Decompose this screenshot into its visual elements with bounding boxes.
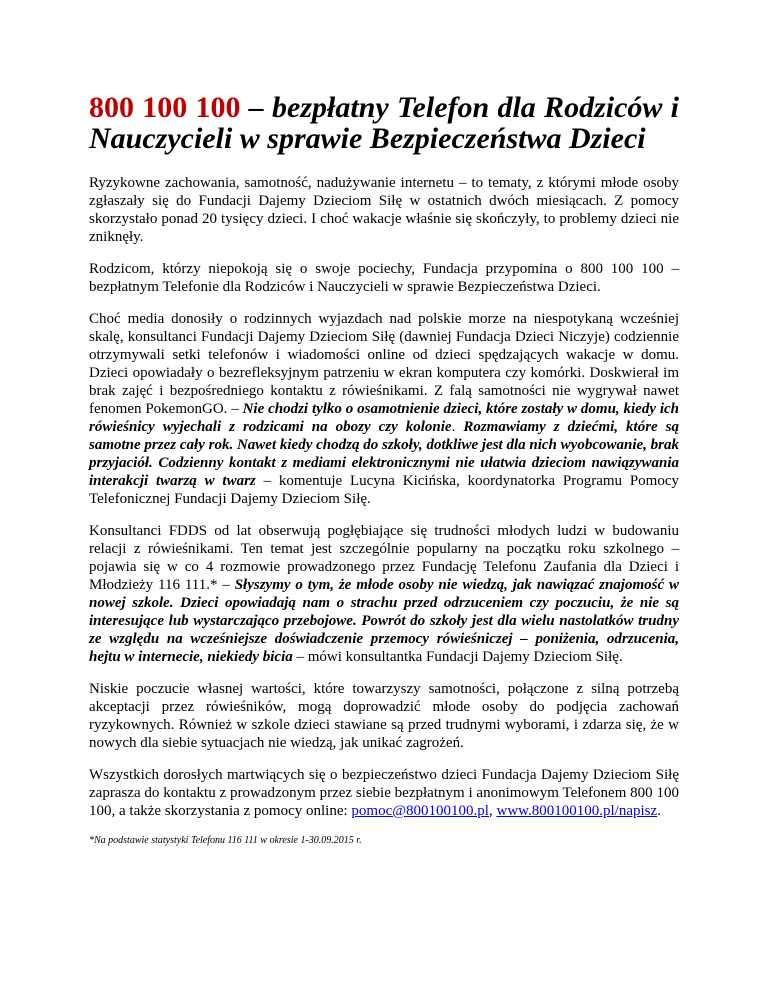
quote-lonely-all-year: Rozmawiamy z dziećmi, które są samotne przez cały rok. Nawet kiedy chodzą do szkoły, dotkliwe jest dla nich wyobcowanie, brak przyjaciół. Codzienny kontakt z mediami elektronicznymi nie ułatwia dzieciom nawiązywania interakcji twarzą w twarz [89, 419, 680, 489]
paragraph-risk: Niskie poczucie własnej wartości, które towarzyszy samotności, połączone z silną potrzebą akceptacji przez rówieśników, mogą doprowadzić młode osoby do podjęcia zachowań ryzykownych. Również w szkole dzieci stawiane są przed trudnymi wyborami, i zdarza się, że w nowych dla siebie sytuacjach nie wiedzą, jak unikać zagrożeń. [89, 681, 679, 751]
paragraph-contact [89, 766, 679, 820]
paragraph-school-text: Konsultanci FDDS od lat obserwują pogłębiające się trudności młodych ludzi w budowaniu relacji z rówieśnikami. Ten temat jest szczególnie popularny na początku roku szkolnego – pojawia się w co 4 rozmowie prowadzonego przez Fundację Telefonu Zaufania dla Dzieci i Młodzieży 116 111.* – [89, 523, 679, 593]
paragraph-school-attribution: – mówi konsultantka Fundacji Dajemy Dzieciom Siłę. [292, 649, 623, 665]
link-separator: , [488, 803, 497, 819]
document-page [89, 92, 679, 847]
paragraph-summer-text: Choć media donosiły o rodzinnych wyjazdach nad polskie morze na niespotykaną wcześniej skalę, konsultanci Fundacji Dajemy Dzieciom Siłę (dawniej Fundacja Dzieci Niczyje) codziennie otrzymywali setki telefonów i wiadomości online od dzieci spędzających wakacje w domu. Dzieci opowiadały o bezrefleksyjnym patrzeniu w ekran komputera czy komórki. Doskwierał im brak zajęć i bezpośredniego kontaktu z rówieśnikami. Z falą samotności nie wygrywał nawet fenomen PokemonGO. – [89, 311, 679, 417]
title-phone-number: 800 100 100 [89, 91, 241, 124]
quote-new-school: Słyszymy o tym, że młode osoby nie wiedzą, jak nawiązać znajomość w nowej szkole. Dzieci opowiadają nam o strachu przed odrzuceniem czy poczuciu, że nie są interesujące lub wystarczająco przebojowe. Powrót do szkoły jest dla wielu nastolatków trudny ze względu na wcześniejsze doświadczenie przemocy rówieśniczej – poniżenia, odrzucenia, hejtu w internecie, niekiedy bicia [89, 577, 680, 665]
paragraph-intro: Ryzykowne zachowania, samotność, nadużywanie internetu – to tematy, z którymi młode osoby zgłaszały się do Fundacji Dajemy Dzieciom Siłę w ostatnich dwóch miesiącach. Z pomocy skorzystało ponad 20 tysięcy dzieci. I choć wakacje właśnie się skończyły, to problemy dzieci nie zniknęły. [89, 175, 679, 245]
sentence-end: . [657, 803, 661, 819]
paragraph-summer [89, 310, 679, 508]
quote-isolation: Nie chodzi tylko o osamotnienie dzieci, które zostały w domu, kiedy ich rówieśnicy wyjechali z rodzicami na obozy czy kolonie [89, 401, 679, 435]
title-text: – bezpłatny Telefon dla Rodziców i Nauczycieli w sprawie Bezpieczeństwa Dzieci [89, 91, 679, 155]
page-title [89, 92, 679, 154]
paragraph-summer-attribution: – komentuje Lucyna Kicińska, koordynatorka Programu Pomocy Telefonicznej Fundacji Dajemy Dzieciom Siłę. [89, 473, 679, 507]
paragraph-reminder: Rodzicom, którzy niepokoją się o swoje pociechy, Fundacja przypomina o 800 100 100 – bezpłatnym Telefonie dla Rodziców i Nauczycieli w sprawie Bezpieczeństwa Dzieci. [89, 261, 679, 295]
quote-separator: . [451, 419, 464, 435]
email-link[interactable]: pomoc@800100100.pl [351, 803, 489, 819]
footnote: *Na podstawie statystyki Telefonu 116 111 w okresie 1-30.09.2015 r. [89, 835, 362, 846]
website-link[interactable]: www.800100100.pl/napisz [496, 803, 658, 819]
paragraph-school [89, 522, 679, 666]
paragraph-contact-text: Wszystkich dorosłych martwiących się o bezpieczeństwo dzieci Fundacja Dajemy Dzieciom Siłę zaprasza do kontaktu z prowadzonym przez siebie bezpłatnym i anonimowym Telefonem 800 100 100, a także skorzystania z pomocy online: [89, 767, 679, 819]
